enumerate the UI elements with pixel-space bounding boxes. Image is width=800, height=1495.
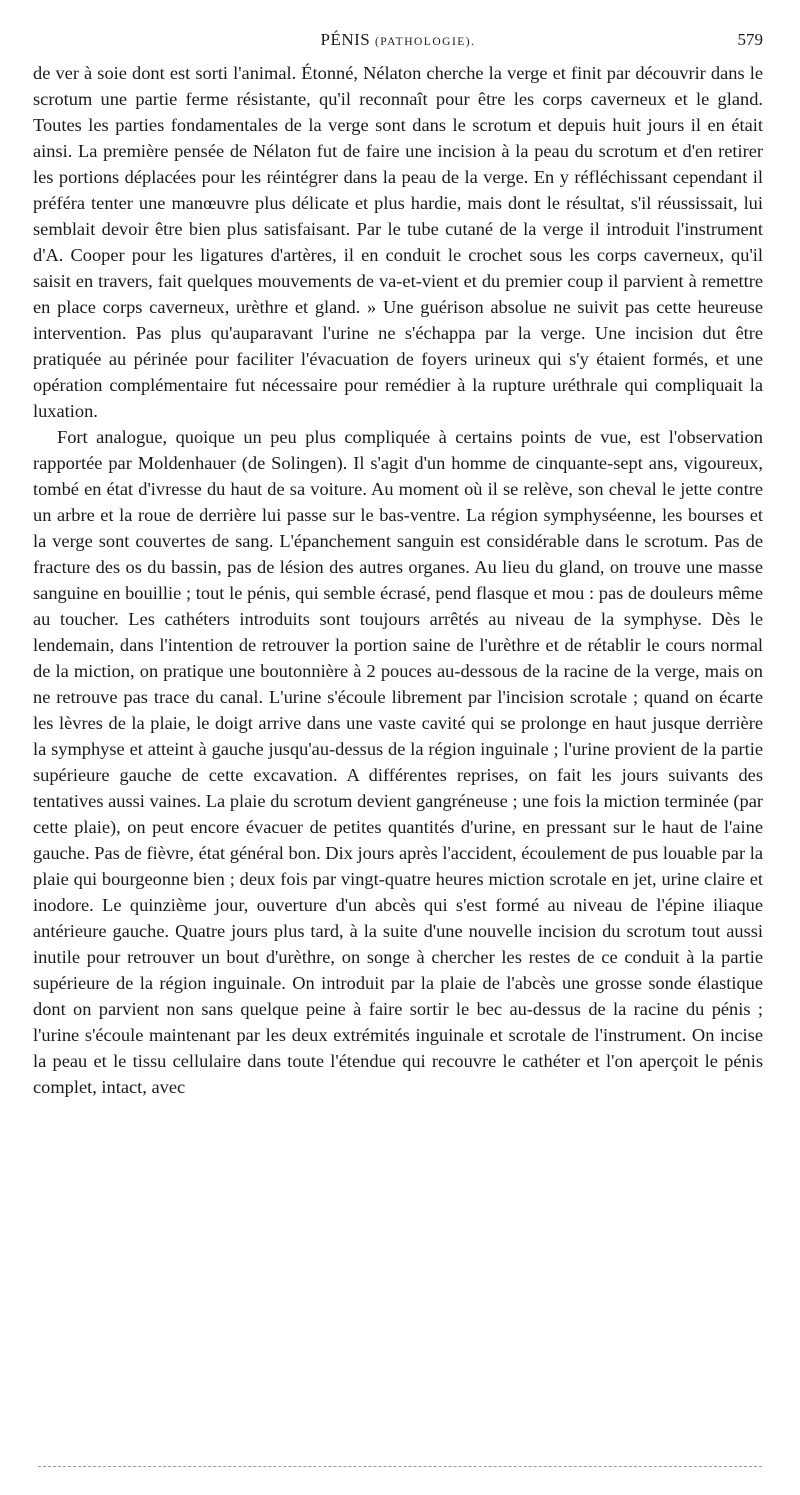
book-page	[33, 30, 763, 1100]
running-title-sub: (PATHOLOGIE).	[374, 36, 476, 48]
running-head	[33, 30, 763, 56]
running-title	[33, 30, 763, 50]
page-number: 579	[737, 30, 763, 49]
body-text	[33, 60, 763, 1100]
paragraph-continued: de ver à soie dont est sorti l'animal. Étonné, Nélaton cherche la verge et finit par découvrir dans le scrotum une partie ferme résistante, qu'il reconnaît pour être les corps caverneux et le gland. Toutes les parties fondamentales de la verge sont dans le scrotum et depuis huit jours il en était ainsi. La première pensée de Nélaton fut de faire une incision à la peau du scrotum et d'en retirer les portions déplacées pour les réintégrer dans la peau de la verge. En y réfléchissant cependant il préféra tenter une manœuvre plus délicate et plus hardie, mais dont le résultat, s'il réussissait, lui semblait devoir être bien plus satisfaisant. Par le tube cutané de la verge il introduit l'instrument d'A. Cooper pour les ligatures d'artères, il en conduit le crochet sous les corps caverneux, qu'il saisit en travers, fait quelques mouvements de va-et-vient et du premier coup il parvient à remettre en place corps caverneux, urèthre et gland. » Une guérison absolue ne suivit pas cette heureuse intervention. Pas plus qu'auparavant l'urine ne s'échappa par la verge. Une incision dut être pratiquée au périnée pour faciliter l'évacuation de foyers urineux qui s'y étaient formés, et une opération complémentaire fut nécessaire pour remédier à la rupture uréthrale qui compliquait la luxation.	[33, 63, 763, 421]
running-title-main: PÉNIS	[320, 30, 371, 49]
paragraph-moldenhauer: Fort analogue, quoique un peu plus compliquée à certains points de vue, est l'observation rapportée par Moldenhauer (de Solingen). Il s'agit d'un homme de cinquante-sept ans, vigoureux, tombé en état d'ivresse du haut de sa voiture. Au moment où il se relève, son cheval le jette contre un arbre et la roue de derrière lui passe sur le bas-ventre. La région symphyséenne, les bourses et la verge sont couvertes de sang. L'épanchement sanguin est considérable dans le scrotum. Pas de fracture des os du bassin, pas de lésion des autres organes. Au lieu du gland, on trouve une masse sanguine en bouillie ; tout le pénis, qui semble écrasé, pend flasque et mou : pas de douleurs même au toucher. Les cathéters introduits sont toujours arrêtés au niveau de la symphyse. Dès le lendemain, dans l'intention de retrouver la portion saine de l'urèthre et de rétablir le cours normal de la miction, on pratique une boutonnière à 2 pouces au-dessous de la racine de la verge, mais on ne retrouve pas trace du canal. L'urine s'écoule librement par l'incision scrotale ; quand on écarte les lèvres de la plaie, le doigt arrive dans une vaste cavité qui se prolonge en haut jusque derrière la symphyse et atteint à gauche jusqu'au-dessus de la région inguinale ; l'urine provient de la partie supérieure gauche de cette excavation. A différentes reprises, on fait les jours suivants des tentatives aussi vaines. La plaie du scrotum devient gangréneuse ; une fois la miction terminée (par cette plaie), on peut encore évacuer de petites quantités d'urine, en pressant sur le haut de l'aine gauche. Pas de fièvre, état général bon. Dix jours après l'accident, écoulement de pus louable par la plaie qui bourgeonne bien ; deux fois par vingt-quatre heures miction scrotale en jet, urine claire et inodore. Le quinzième jour, ouverture d'un abcès qui s'est formé au niveau de l'épine iliaque antérieure gauche. Quatre jours plus tard, à la suite d'une nouvelle incision du scrotum tout aussi inutile pour retrouver un bout d'urèthre, on songe à chercher les restes de ce conduit à la partie supérieure de la région inguinale. On introduit par la plaie de l'abcès une grosse sonde élastique dont on parvient non sans quelque peine à faire sortir le bec au-dessus de la racine du pénis ; l'urine s'écoule maintenant par les deux extrémités inguinale et scrotale de l'instrument. On incise la peau et le tissu cellulaire dans toute l'étendue qui recouvre le cathéter et l'on aperçoit le pénis complet, intact, avec	[33, 427, 763, 1097]
bottom-rule	[38, 1466, 762, 1467]
